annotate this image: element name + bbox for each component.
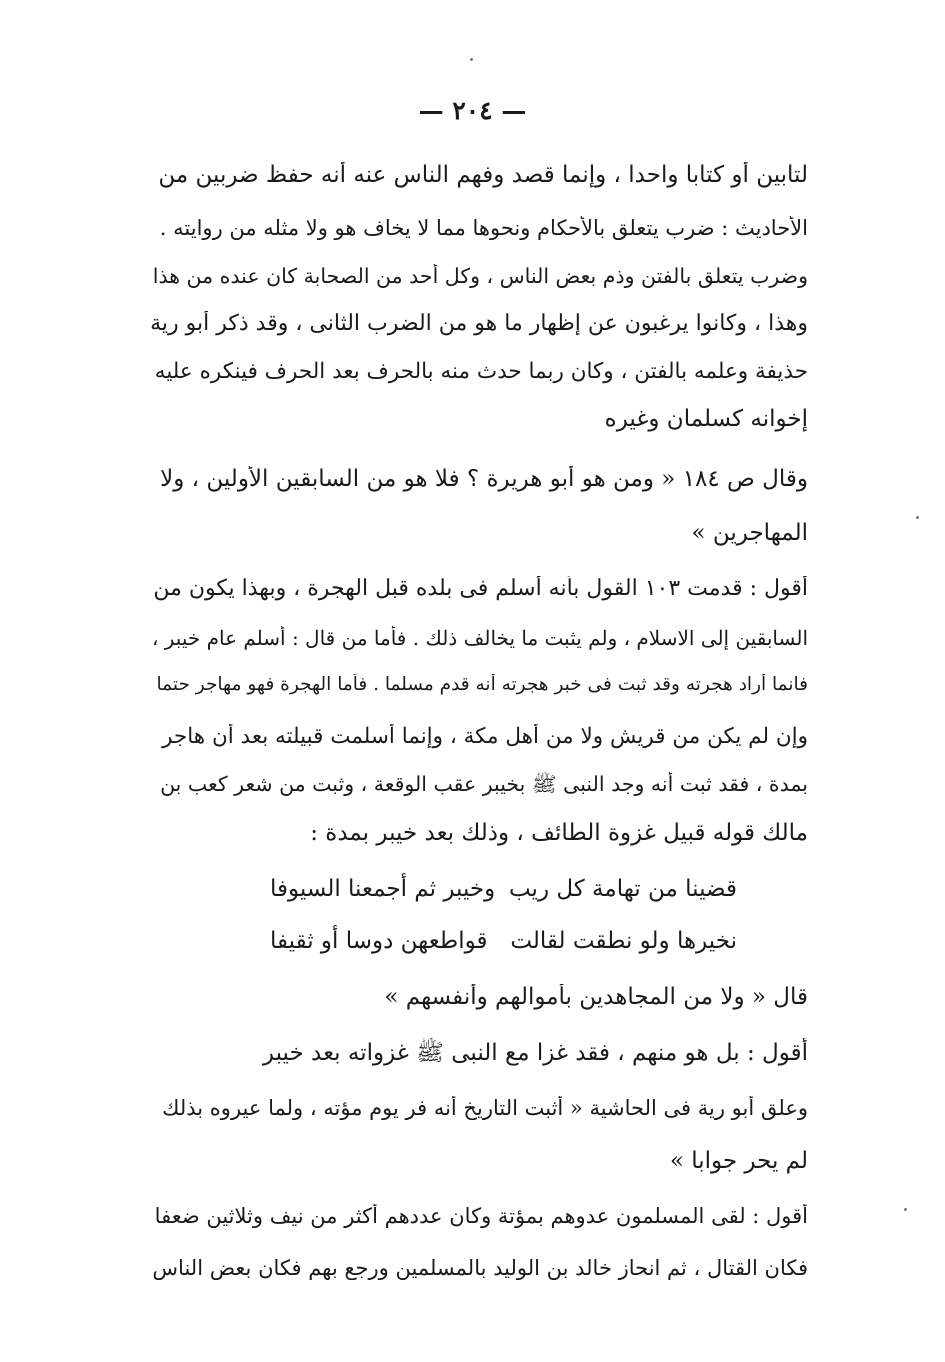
- text-line: أقول : بل هو منهم ، فقد غزا مع النبى ﷺ غزواته بعد خيبر: [262, 1040, 808, 1066]
- scan-speck: [904, 1208, 907, 1211]
- text-line: مالك قوله قبيل غزوة الطائف ، وذلك بعد خيبر بمدة :: [310, 820, 808, 846]
- text-line: وإن لم يكن من قريش ولا من أهل مكة ، وإنما أسلمت قبيلته بعد أن هاجر: [162, 724, 808, 749]
- page-number: — ٢٠٤ —: [418, 96, 527, 125]
- text-line: وهذا ، وكانوا يرغبون عن إظهار ما هو من الضرب الثانى ، وقد ذكر أبو رية: [150, 311, 808, 336]
- verse-right: قضينا من تهامة كل ريب: [508, 876, 737, 902]
- verse-right: نخيرها ولو نطقت لقالت: [510, 928, 737, 954]
- text-line: لم يحر جوابا »: [669, 1148, 808, 1174]
- text-line: المهاجرين »: [691, 520, 808, 546]
- verse-left: وخيبر ثم أجمعنا السيوفا: [270, 876, 496, 902]
- text-line: وقال ص ١٨٤ « ومن هو أبو هريرة ؟ فلا هو من السابقين الأولين ، ولا: [160, 466, 808, 492]
- text-line: وعلق أبو رية فى الحاشية « أثبت التاريخ أنه فر يوم مؤته ، ولما عيروه بذلك: [162, 1096, 808, 1120]
- text-line: لتابين أو كتابا واحدا ، وإنما قصد وفهم الناس عنه أنه حفظ ضربين من: [158, 162, 808, 188]
- text-line: السابقين إلى الاسلام ، ولم يثبت ما يخالف ذلك . فأما من قال : أسلم عام خيبر ،: [151, 626, 808, 650]
- text-line: فكان القتال ، ثم انحاز خالد بن الوليد بالمسلمين ورجع بهم فكان بعض الناس: [152, 1256, 808, 1280]
- text-line: إخوانه كسلمان وغيره: [604, 406, 808, 432]
- text-line: بمدة ، فقد ثبت أنه وجد النبى ﷺ بخيبر عقب الوقعة ، وثبت من شعر كعب بن: [160, 772, 808, 796]
- text-line: أقول : لقى المسلمون عدوهم بمؤتة وكان عددهم أكثر من نيف وثلاثين ضعفا: [154, 1204, 808, 1228]
- text-line: حذيفة وعلمه بالفتن ، وكان ربما حدث منه بالحرف بعد الحرف فينكره عليه: [154, 359, 808, 384]
- scan-speck: [470, 58, 473, 61]
- scan-speck: [916, 516, 919, 519]
- text-line: وضرب يتعلق بالفتن وذم بعض الناس ، وكل أحد من الصحابة كان عنده من هذا: [152, 264, 808, 288]
- verse-left: قواطعهن دوسا أو ثقيفا: [270, 928, 488, 954]
- text-line: قال « ولا من المجاهدين بأموالهم وأنفسهم »: [384, 984, 808, 1010]
- text-line: فانما أراد هجرته وقد ثبت فى خبر هجرته أنه قدم مسلما . فأما الهجرة فهو مهاجر حتما: [156, 674, 808, 695]
- text-line: الأحاديث : ضرب يتعلق بالأحكام ونحوها مما لا يخاف هو ولا مثله من روايته .: [159, 216, 808, 240]
- text-line: أقول : قدمت ١٠٣ القول بأنه أسلم فى بلده قبل الهجرة ، وبهذا يكون من: [153, 576, 808, 601]
